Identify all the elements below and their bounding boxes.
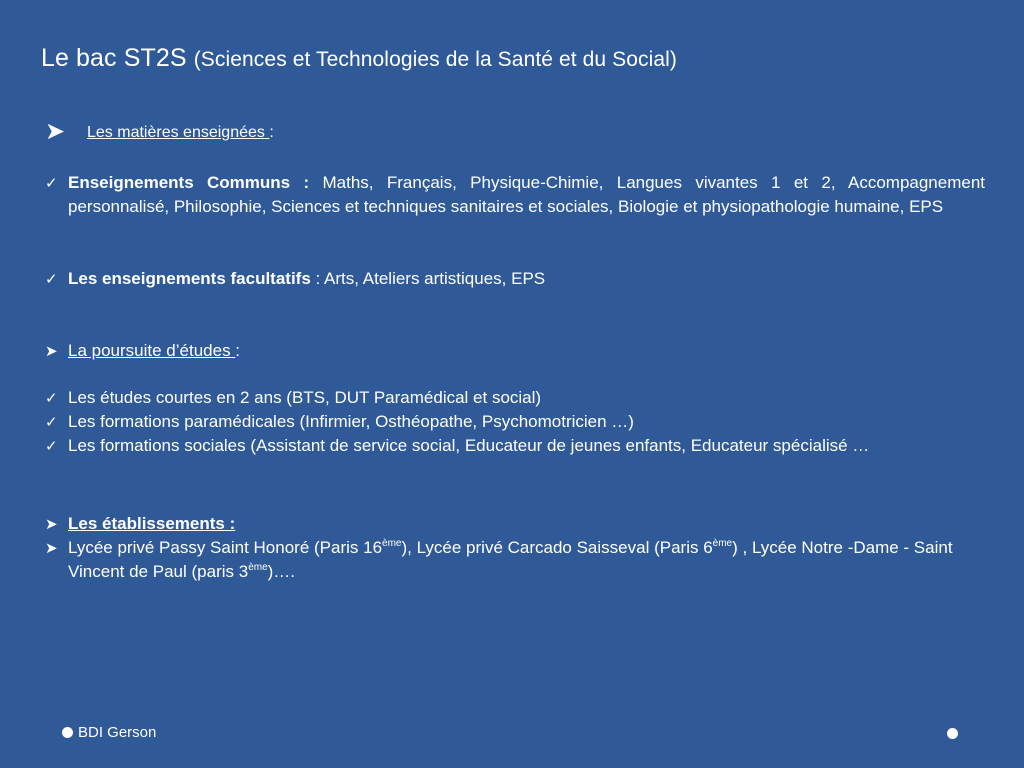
footer bbox=[62, 724, 156, 741]
arrow-bullet-icon: ➤ bbox=[45, 342, 58, 360]
section-heading-text: Les établissements : bbox=[68, 514, 236, 533]
item-text: Les études courtes en 2 ans (BTS, DUT Paramédical et social) bbox=[68, 388, 542, 407]
item-text: Les formations paramédicales (Infirmier, Osthéopathe, Psychomotricien …) bbox=[68, 412, 634, 431]
item-text: Les formations sociales (Assistant de service social, Educateur de jeunes enfants, Educateur spécialisé … bbox=[68, 436, 870, 455]
section-etablissements-heading bbox=[45, 512, 985, 536]
list-item-etudes-courtes bbox=[45, 386, 985, 410]
item-label: Enseignements Communs : bbox=[68, 173, 310, 192]
superscript-a: ème bbox=[382, 538, 402, 549]
title-subtitle: (Sciences et Technologies de la Santé et du Social) bbox=[193, 48, 678, 71]
arrow-bullet-icon: ➤ bbox=[45, 515, 58, 533]
section-heading-colon: : bbox=[269, 124, 274, 141]
lycee-text-d: )…. bbox=[267, 562, 296, 581]
list-item-formations-sociales bbox=[45, 434, 985, 458]
arrow-bullet-icon: ➤ bbox=[45, 117, 66, 145]
item-text: Maths, Français, Physique-Chimie, Langues vivantes 1 et 2, Accompagnement personnalisé, Philosophie, Sciences et techniques sanitaires et sociales, Biologie et physiopathologie humaine, EPS bbox=[68, 173, 986, 216]
lycee-text-b: ), Lycée privé Carcado Saisseval (Paris 6 bbox=[401, 538, 713, 557]
check-bullet-icon: ✓ bbox=[45, 270, 58, 288]
item-text: : Arts, Ateliers artistiques, EPS bbox=[310, 269, 546, 288]
lycee-text-a: Lycée privé Passy Saint Honoré (Paris 16 bbox=[68, 538, 383, 557]
section-heading-text: La poursuite d’études bbox=[68, 341, 236, 360]
list-item-enseignements-communs bbox=[45, 171, 985, 219]
slide-title bbox=[41, 44, 677, 73]
check-bullet-icon: ✓ bbox=[45, 437, 58, 455]
check-bullet-icon: ✓ bbox=[45, 174, 58, 192]
title-main: Le bac ST2S bbox=[41, 44, 194, 72]
footer-bullet-icon bbox=[62, 727, 73, 738]
superscript-b: ème bbox=[712, 538, 733, 549]
list-item-lycees bbox=[45, 536, 985, 584]
superscript-c: ème bbox=[248, 562, 268, 573]
item-label: Les enseignements facultatifs bbox=[68, 269, 311, 288]
check-bullet-icon: ✓ bbox=[45, 389, 58, 407]
lycee-text-c: ) , Lycée Notre -Dame - Saint Vincent de Paul (paris 3 bbox=[68, 538, 953, 581]
section-matieres-heading bbox=[45, 117, 985, 145]
arrow-bullet-icon: ➤ bbox=[45, 539, 58, 557]
list-item-formations-paramedicales bbox=[45, 410, 985, 434]
section-poursuite-heading bbox=[45, 339, 985, 363]
section-heading-text: Les matières enseignées bbox=[87, 124, 270, 141]
list-item-facultatifs bbox=[45, 267, 985, 291]
check-bullet-icon: ✓ bbox=[45, 413, 58, 431]
footer-text: BDI Gerson bbox=[78, 724, 157, 741]
slide-number-dot-icon bbox=[947, 728, 958, 739]
section-heading-colon: : bbox=[235, 341, 241, 360]
